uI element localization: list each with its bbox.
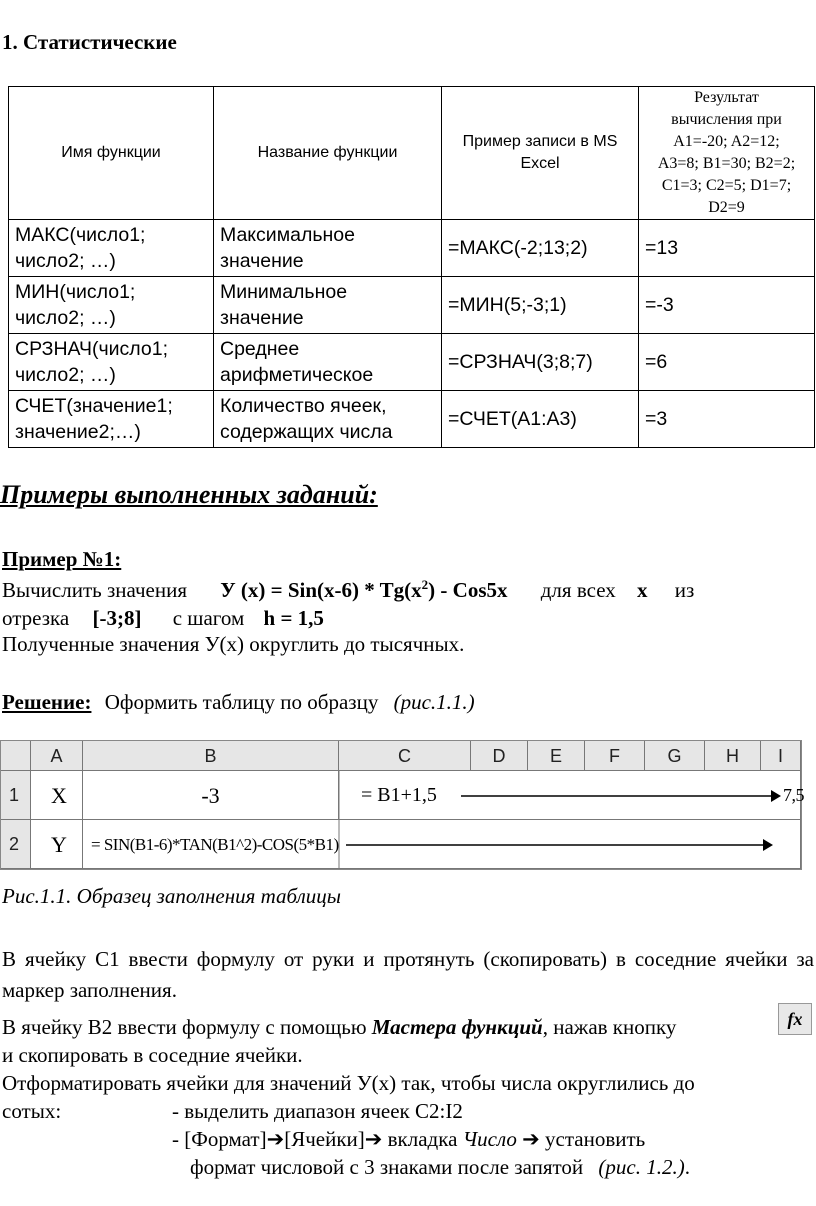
cell-example: =СРЗНАЧ(3;8;7): [442, 334, 639, 391]
arrow-right-icon: ➔: [522, 1127, 540, 1151]
cell-result: =3: [639, 391, 815, 448]
solution-line: Решение: Оформить таблицу по образцу (рис.1.1.): [2, 690, 475, 714]
figure-caption: Рис.1.1. Образец заполнения таблицы: [2, 884, 341, 908]
examples-heading: Примеры выполненных заданий:: [0, 480, 378, 509]
row-header-2: 2: [1, 820, 31, 869]
spreadsheet-figure: [0, 740, 802, 870]
cell-function-title: Максимальное значение: [214, 220, 442, 277]
cell-result: =6: [639, 334, 815, 391]
functions-table: [8, 86, 815, 448]
header-result: Результат вычисления при A1=-20; A2=12; A3=8; B1=30; B2=2; C1=3; C2=5; D1=7; D2=9: [639, 87, 815, 220]
paragraph-3-line-3: - [Формат]➔[Ячейки]➔ вкладка Число ➔ установить: [172, 1127, 646, 1151]
column-header-c: C: [339, 741, 471, 771]
fill-arrows: [1, 741, 801, 869]
example-label: Пример №1:: [2, 547, 122, 571]
cell-example: =МАКС(-2;13;2): [442, 220, 639, 277]
cell-function-name: СЧЕТ(значение1; значение2;…): [9, 391, 214, 448]
table-row: [9, 277, 815, 334]
column-header-i: I: [761, 741, 801, 771]
cell-result: =-3: [639, 277, 815, 334]
cell-function-name: МИН(число1; число2; …): [9, 277, 214, 334]
arrow-right-icon: ➔: [266, 1127, 285, 1151]
cell-b1: -3: [83, 771, 339, 820]
section-title: 1. Статистические: [2, 30, 177, 54]
paragraph-3-line-4: формат числовой с 3 знаками после запятой (рис. 1.2.).: [190, 1155, 690, 1179]
header-example: Пример записи в MS Excel: [442, 87, 639, 220]
column-header-e: E: [528, 741, 585, 771]
column-header-b: B: [83, 741, 339, 771]
table-row: [9, 391, 815, 448]
cell-i1-value: 7,5: [783, 785, 804, 805]
table-row: [9, 220, 815, 277]
column-header-f: F: [585, 741, 645, 771]
cell-function-title: Минимальное значение: [214, 277, 442, 334]
paragraph-2-line-2: и скопировать в соседние ячейки.: [2, 1043, 303, 1067]
header-function-title: Название функции: [214, 87, 442, 220]
header-function-name: Имя функции: [9, 87, 214, 220]
column-header-g: G: [645, 741, 705, 771]
cell-example: =СЧЕТ(A1:A3): [442, 391, 639, 448]
cell-function-title: Количество ячеек, содержащих числа: [214, 391, 442, 448]
column-header-d: D: [471, 741, 528, 771]
arrow-right-icon: ➔: [364, 1127, 383, 1151]
cell-function-title: Среднее арифметическое: [214, 334, 442, 391]
example-line-3: Полученные значения У(х) округлить до тысячных.: [2, 632, 465, 656]
example-line-1: Вычислить значения У $(х) = Sin(x-6) * Tg(x^2) - Cos5x$ для всех х из: [2, 577, 695, 602]
cell-a2: Y: [31, 820, 83, 869]
fx-icon: fx: [787, 1009, 803, 1029]
fill-arrow-row2-head: [763, 839, 773, 851]
paragraph-3-line-2: сотых: - выделить диапазон ячеек С2:I2: [2, 1099, 463, 1123]
formula-b2: = SIN(B1-6)*TAN(B1^2)-COS(5*B1): [91, 835, 339, 854]
column-header-h: H: [705, 741, 761, 771]
row-header-1: 1: [1, 771, 31, 820]
table-header-row: [9, 87, 815, 220]
cell-a1: X: [31, 771, 83, 820]
cell-function-name: СРЗНАЧ(число1; число2; …): [9, 334, 214, 391]
paragraph-2-line-1: В ячейку В2 ввести формулу с помощью Мастера функций, нажав кнопку: [2, 1015, 677, 1039]
formula-c1: = B1+1,5: [361, 784, 437, 806]
cell-example: =МИН(5;-3;1): [442, 277, 639, 334]
fill-arrow-row1-head: [771, 790, 781, 802]
table-row: [9, 334, 815, 391]
example-line-2: отрезка [-3;8] с шагом h = 1,5: [2, 606, 324, 630]
insert-function-button[interactable]: [778, 1003, 812, 1035]
formula: У $(х) = Sin(x-6) * Tg(x^2) - Cos5x$: [220, 577, 508, 602]
cell-result: =13: [639, 220, 815, 277]
paragraph-1: В ячейку С1 ввести формулу от руки и протянуть (скопировать) в соседние ячейки за маркер заполнения.: [2, 947, 814, 1002]
paragraph-3-line-1: Отформатировать ячейки для значений У(х) так, чтобы числа округлились до: [2, 1071, 695, 1095]
column-header-a: A: [31, 741, 83, 771]
cell-function-name: МАКС(число1; число2; …): [9, 220, 214, 277]
